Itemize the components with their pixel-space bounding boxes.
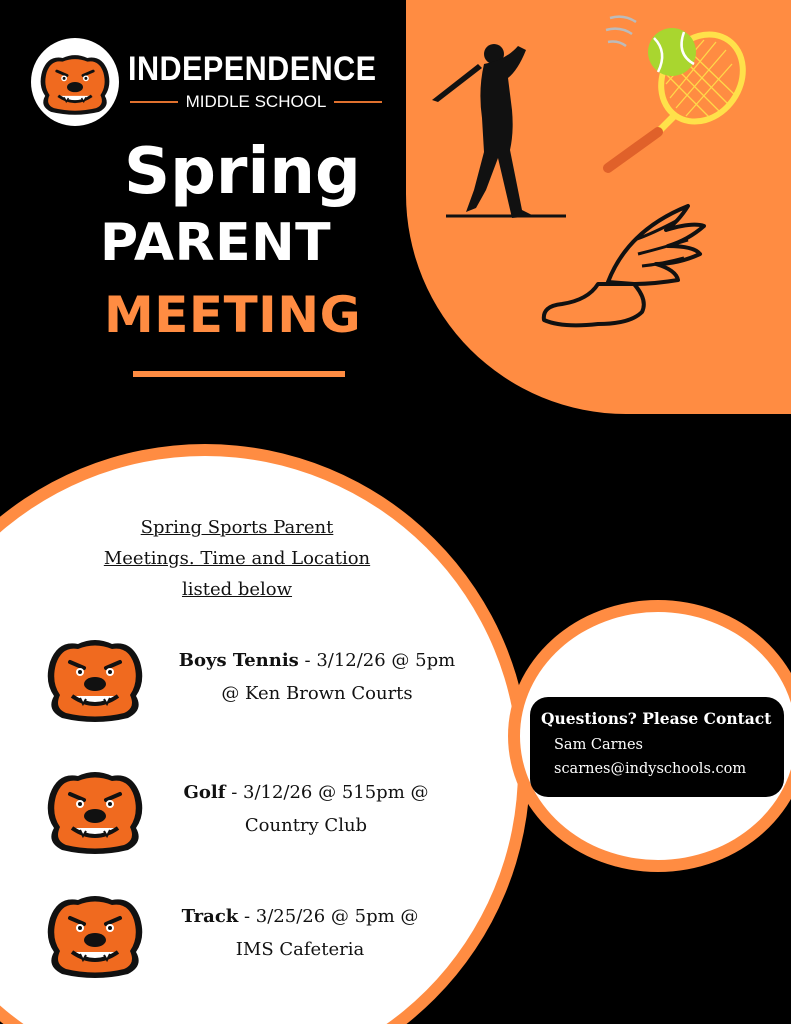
event-line-1 xyxy=(156,776,456,809)
divider xyxy=(334,101,382,103)
event-details xyxy=(156,776,456,842)
contact-heading: Questions? Please Contact xyxy=(541,709,772,728)
event-line-1 xyxy=(160,900,440,933)
event-date-time: - 3/25/26 @ 5pm @ xyxy=(238,906,419,927)
golfer-icon xyxy=(426,40,566,224)
school-logo xyxy=(31,38,119,126)
bulldog-icon xyxy=(35,44,115,120)
headline-underline xyxy=(133,371,345,377)
event-details xyxy=(162,644,472,710)
headline-meeting: MEETING xyxy=(104,286,362,344)
bulldog-icon xyxy=(40,632,150,722)
school-subtitle-row xyxy=(130,90,382,114)
event-date-time: - 3/12/26 @ 5pm xyxy=(298,650,456,671)
event-sport: Boys Tennis xyxy=(178,650,299,671)
winged-shoe-icon xyxy=(538,200,710,340)
school-name: INDEPENDENCE xyxy=(128,50,377,88)
headline-parent: PARENT xyxy=(100,213,332,273)
event-sport: Track xyxy=(181,906,239,927)
event-location: Country Club xyxy=(244,815,368,836)
tennis-racket-icon xyxy=(596,12,746,174)
event-details xyxy=(160,900,440,966)
intro-text xyxy=(70,512,404,605)
event-location: IMS Cafeteria xyxy=(235,939,365,960)
divider xyxy=(130,101,178,103)
intro-line: listed below xyxy=(181,579,293,600)
event-track xyxy=(40,888,440,978)
contact-box xyxy=(530,697,784,797)
bulldog-icon xyxy=(40,888,150,978)
event-location: @ Ken Brown Courts xyxy=(221,683,413,704)
event-golf xyxy=(40,764,456,854)
event-boys-tennis xyxy=(40,632,472,722)
event-sport: Golf xyxy=(183,782,226,803)
event-line-1 xyxy=(162,644,472,677)
headline-spring: Spring xyxy=(124,135,361,209)
intro-line: Meetings. Time and Location xyxy=(103,548,371,569)
contact-email[interactable]: scarnes@indyschools.com xyxy=(554,761,747,777)
intro-line: Spring Sports Parent xyxy=(140,517,334,538)
bulldog-icon xyxy=(40,764,150,854)
school-subtitle: MIDDLE SCHOOL xyxy=(185,92,327,111)
contact-name: Sam Carnes xyxy=(554,737,643,753)
event-date-time: - 3/12/26 @ 515pm @ xyxy=(225,782,429,803)
